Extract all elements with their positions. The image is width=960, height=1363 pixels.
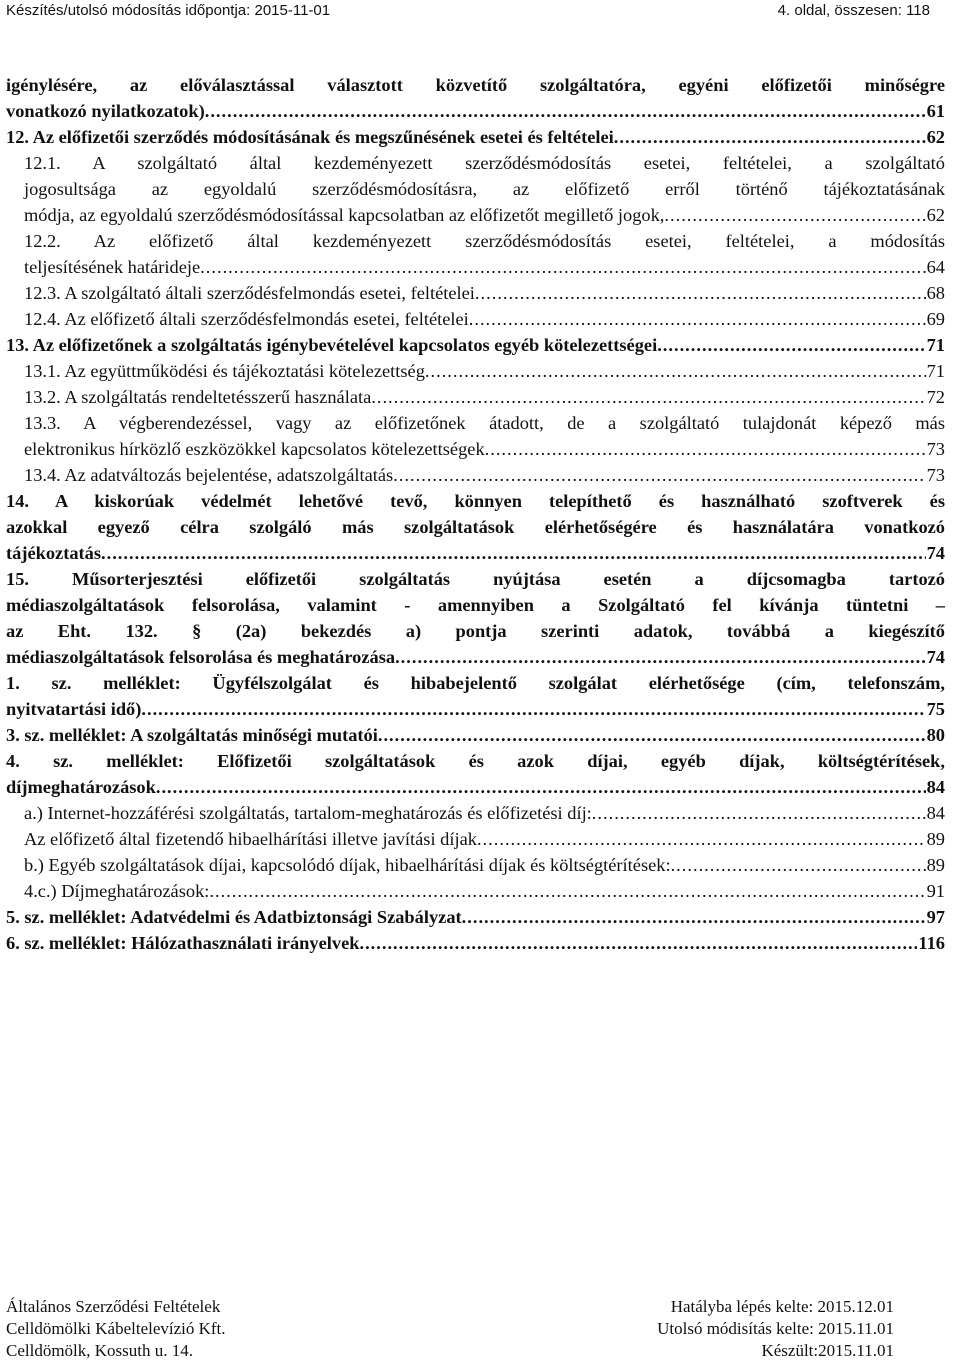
toc-entry-last-line [6,904,945,930]
toc-entry-title: 12.4. Az előfizető általi szerződésfelmondás esetei, feltételei [24,309,469,329]
toc-entry-title: 12.3. A szolgáltató általi szerződésfelmondás esetei, feltételei [24,283,475,303]
toc-entry[interactable] [6,722,945,748]
footer-last-modified-date: Utolsó módisítás kelte: 2015.11.01 [657,1319,894,1338]
toc-page-number: 69 [926,309,945,329]
toc-entry-title: b.) Egyéb szolgáltatások díjai, kapcsolódó díjak, hibaelhárítási díjak és költségtérítések: [24,855,671,875]
toc-dot-leader [156,774,926,800]
toc-page-number: 62 [926,205,945,225]
toc-entry-title-line: az Eht. 132. § (2a) bekezdés a) pontja szerinti adatok, továbbá a kiegészítő [6,621,945,641]
toc-page-number: 116 [918,933,945,953]
toc-entry-last-line [6,332,945,358]
toc-entry-title: 5. sz. melléklet: Adatvédelmi és Adatbiztonsági Szabályzat [6,907,462,927]
toc-page-number: 89 [926,829,945,849]
footer-left [6,1296,226,1362]
toc-entry-title-line: médiaszolgáltatások felsorolása, valamint - amennyiben a Szolgáltató fel kívánja tüntetni – [6,595,945,615]
toc-dot-leader [475,280,926,306]
toc-dot-leader [205,98,926,124]
toc-entry[interactable] [6,280,945,306]
toc-dot-leader [485,436,926,462]
toc-entry[interactable] [6,384,945,410]
toc-entry-title-line: 14. A kiskorúak védelmét lehetővé tevő, könnyen telepíthető és használható szoftverek és [6,491,945,511]
toc-dot-leader [671,852,926,878]
toc-entry[interactable] [6,72,945,124]
toc-dot-leader [477,826,926,852]
toc-dot-leader [378,722,926,748]
toc-entry-title: 3. sz. melléklet: A szolgáltatás minőségi mutatói [6,725,378,745]
toc-entry-title: 13.1. Az együttműködési és tájékoztatási kötelezettség [24,361,425,381]
toc-entry-last-line [6,124,945,150]
toc-entry-last-line [24,878,945,904]
toc-entry[interactable] [6,852,945,878]
toc-entry[interactable] [6,566,945,670]
toc-page-number: 73 [926,465,945,485]
toc-entry-last-line [24,358,945,384]
toc-page-number: 68 [926,283,945,303]
footer-created-date: Készült:2015.11.01 [761,1341,894,1360]
toc-entry-title: nyitvatartási idő) [6,699,142,719]
toc-entry-title: elektronikus hírközlő eszközökkel kapcsolatos kötelezettségek [24,439,485,459]
toc-page-number: 73 [926,439,945,459]
toc-entry[interactable] [6,878,945,904]
toc-entry-title-line: igénylésére, az előválasztással választott közvetítő szolgáltatóra, egyéni előfizetői minőségre [6,75,945,95]
toc-entry-last-line [24,436,945,462]
toc-entry-title-line: jogosultsága az egyoldalú szerződésmódosításra, az előfizető erről történő tájékoztatásának [24,179,945,199]
toc-entry[interactable] [6,800,945,826]
toc-entry-last-line [6,696,945,722]
toc-entry-title: tájékoztatás [6,543,101,563]
toc-entry[interactable] [6,488,945,566]
toc-entry[interactable] [6,332,945,358]
toc-dot-leader [664,202,925,228]
toc-entry-title: 13.4. Az adatváltozás bejelentése, adatszolgáltatás [24,465,394,485]
toc-entry[interactable] [6,410,945,462]
toc-entry-title: teljesítésének határideje [24,257,201,277]
toc-entry-title-line: 15. Műsorterjesztési előfizetői szolgáltatás nyújtása esetén a díjcsomagba tartozó [6,569,945,589]
footer-right [657,1296,894,1362]
toc-entry[interactable] [6,748,945,800]
toc-entry-last-line [6,644,945,670]
page-header [0,0,960,28]
toc-entry-title: 6. sz. melléklet: Hálózathasználati irányelvek [6,933,360,953]
toc-dot-leader [141,696,925,722]
toc-page-number: 75 [926,699,945,719]
toc-page-number: 72 [926,387,945,407]
toc-entry[interactable] [6,228,945,280]
toc-entry-title: díjmeghatározások [6,777,156,797]
footer-effective-date: Hatályba lépés kelte: 2015.12.01 [670,1297,894,1316]
toc-entry-last-line [6,930,945,956]
toc-dot-leader [614,124,926,150]
toc-dot-leader [592,800,926,826]
toc-dot-leader [200,254,925,280]
toc-dot-leader [359,930,917,956]
toc-page-number: 74 [926,543,945,563]
toc-dot-leader [469,306,926,332]
toc-entry-title: 4.c.) Díjmeghatározások: [24,881,210,901]
footer-document-title: Általános Szerződési Feltételek [6,1297,221,1316]
toc-page-number: 71 [926,335,945,355]
toc-entry-last-line [24,306,945,332]
toc-entry-title: 13. Az előfizetőnek a szolgáltatás igénybevételével kapcsolatos egyéb kötelezettségei [6,335,658,355]
toc-dot-leader [393,462,925,488]
toc-page-number: 84 [926,803,945,823]
toc-entry-last-line [24,852,945,878]
toc-dot-leader [462,904,926,930]
toc-entry-title: 13.2. A szolgáltatás rendeltetésszerű használata [24,387,372,407]
toc-entry-title: módja, az egyoldalú szerződésmódosítással kapcsolatban az előfizetőt megillető jogok, [24,205,665,225]
header-page-count: 4. oldal, összesen: 118 [777,2,930,19]
toc-entry-last-line [24,202,945,228]
toc-entry-title-line: 12.2. Az előfizető által kezdeményezett szerződésmódosítás esetei, feltételei, a módosítás [24,231,945,251]
toc-entry-title-line: 1. sz. melléklet: Ügyfélszolgálat és hibabejelentő szolgálat elérhetősége (cím, telefonszám, [6,673,945,693]
toc-entry[interactable] [6,124,945,150]
toc-entry[interactable] [6,930,945,956]
toc-entry-title: vonatkozó nyilatkozatok) [6,101,205,121]
toc-page-number: 84 [926,777,945,797]
toc-entry-title: médiaszolgáltatások felsorolása és meghatározása [6,647,396,667]
toc-entry[interactable] [6,826,945,852]
toc-page-number: 62 [926,127,945,147]
table-of-contents [6,72,945,956]
header-modified-date: Készítés/utolsó módosítás időpontja: 2015-11-01 [6,2,331,19]
toc-entry[interactable] [6,306,945,332]
toc-entry[interactable] [6,904,945,930]
toc-page-number: 91 [926,881,945,901]
toc-entry-last-line [24,384,945,410]
toc-entry-title-line: azokkal egyező célra szolgáló más szolgáltatások elérhetőségére és használatára vonatkozó [6,517,945,537]
footer-company-name: Celldömölki Kábeltelevízió Kft. [6,1319,226,1338]
toc-dot-leader [101,540,926,566]
toc-entry-title-line: 4. sz. melléklet: Előfizetői szolgáltatások és azok díjai, egyéb díjak, költségtérítések, [6,751,945,771]
toc-entry[interactable] [6,358,945,384]
toc-dot-leader [395,644,926,670]
toc-entry-last-line [24,462,945,488]
footer-company-address: Celldömölk, Kossuth u. 14. [6,1341,194,1360]
toc-entry-title-line: 12.1. A szolgáltató által kezdeményezett szerződésmódosítás esetei, feltételei, a szolgáltató [24,153,945,173]
toc-page-number: 97 [926,907,945,927]
toc-entry-last-line [6,540,945,566]
toc-page-number: 71 [926,361,945,381]
toc-entry[interactable] [6,670,945,722]
toc-entry-last-line [24,280,945,306]
toc-entry-title: 12. Az előfizetői szerződés módosításának és megszűnésének esetei és feltételei [6,127,614,147]
toc-dot-leader [657,332,925,358]
toc-page-number: 64 [926,257,945,277]
toc-entry[interactable] [6,462,945,488]
toc-entry-last-line [24,826,945,852]
toc-entry[interactable] [6,150,945,228]
toc-entry-last-line [6,774,945,800]
toc-entry-last-line [24,254,945,280]
toc-entry-last-line [6,98,945,124]
toc-dot-leader [371,384,925,410]
toc-page-number: 89 [926,855,945,875]
toc-entry-last-line [6,722,945,748]
toc-entry-title: Az előfizető által fizetendő hibaelhárítási illetve javítási díjak [24,829,477,849]
toc-page-number: 80 [926,725,945,745]
toc-entry-last-line [24,800,945,826]
toc-entry-title-line: 13.3. A végberendezéssel, vagy az előfizetőnek átadott, de a szolgáltató tulajdonát képező más [24,413,945,433]
toc-page-number: 61 [926,101,945,121]
toc-entry-title: a.) Internet-hozzáférési szolgáltatás, tartalom-meghatározás és előfizetési díj: [24,803,592,823]
toc-dot-leader [425,358,926,384]
toc-page-number: 74 [926,647,945,667]
toc-dot-leader [209,878,925,904]
